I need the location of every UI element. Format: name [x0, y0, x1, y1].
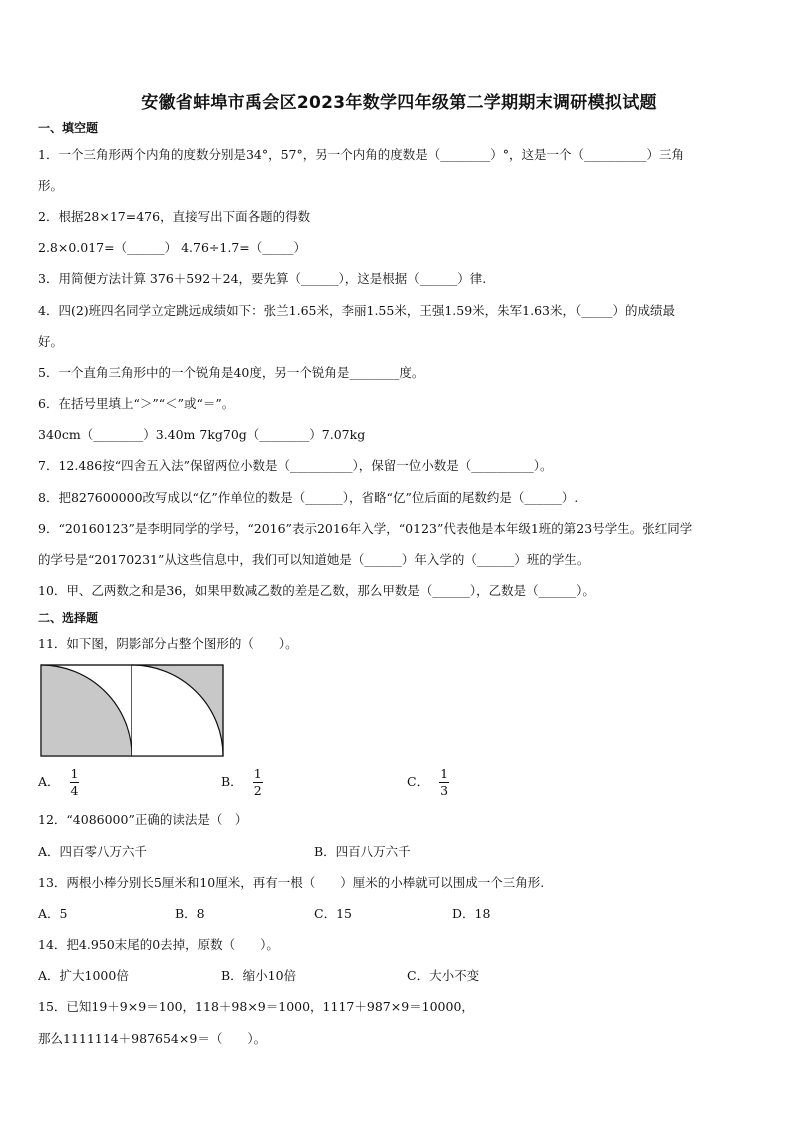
question-2-line-1: 2．根据28×17=476，直接写出下面各题的得数	[38, 209, 311, 224]
q13-option-b: B．8	[175, 906, 205, 921]
question-2-line-2: 2.8×0.017=（______） 4.76÷1.7=（_____）	[38, 240, 306, 255]
question-6-line-1: 6．在括号里填上“＞”“＜”或“＝”。	[38, 396, 235, 411]
q12-option-b: B．四百八万六千	[314, 844, 411, 859]
question-4-line-1: 4．四(2)班四名同学立定跳远成绩如下：张兰1.65米，李丽1.55米，王强1.59米，朱军1.63米，（_____）的成绩最	[38, 303, 675, 318]
denominator: 2	[253, 783, 262, 798]
q13-option-c: C．15	[314, 906, 352, 921]
question-8: 8．把827600000改写成以“亿”作单位的数是（______），省略“亿”位后面的尾数约是（______）.	[38, 490, 579, 505]
question-4-line-2: 好。	[38, 334, 64, 349]
numerator: 1	[70, 766, 79, 781]
question-5: 5．一个直角三角形中的一个锐角是40度，另一个锐角是________度。	[38, 365, 425, 380]
q11-option-a	[38, 766, 79, 799]
q13-option-d: D．18	[452, 906, 491, 921]
question-7: 7．12.486按“四舍五入法”保留两位小数是（__________），保留一位小数是（__________）。	[38, 458, 553, 473]
option-label: A．	[38, 774, 60, 789]
question-1-line-2: 形。	[38, 178, 64, 193]
denominator: 3	[440, 783, 449, 798]
question-15-line-2: 那么1111114＋987654×9＝（ ）。	[38, 1031, 267, 1046]
fraction	[253, 766, 263, 799]
q14-option-b: B．缩小10倍	[221, 968, 297, 983]
q13-option-a: A．5	[38, 906, 68, 921]
denominator: 4	[70, 783, 79, 798]
exam-title: 安徽省蚌埠市禹会区2023年数学四年级第二学期期末调研模拟试题	[141, 93, 657, 113]
question-9-line-2: 的学号是“20170231”从这些信息中，我们可以知道她是（______）年入学的（______）班的学生。	[38, 552, 590, 567]
fraction	[439, 766, 449, 799]
q11-option-b	[221, 766, 263, 799]
question-10: 10．甲、乙两数之和是36，如果甲数减乙数的差是乙数，那么甲数是（______），乙数是（______）。	[38, 583, 595, 598]
q12-option-a: A．四百零八万六千	[38, 844, 148, 859]
question-12: 12．“4086000”正确的读法是（ ）	[38, 812, 248, 827]
option-label: B．	[221, 774, 243, 789]
fraction	[70, 766, 80, 799]
option-label: C．	[407, 774, 430, 789]
question-9-line-1: 9．“20160123”是李明同学的学号，“2016”表示2016年入学，“0123”代表他是本年级1班的第23号学生。张红同学	[38, 521, 693, 536]
section-fill-blank-heading: 一、填空题	[38, 121, 99, 135]
q14-option-c: C．大小不变	[407, 968, 480, 983]
q14-option-a: A．扩大1000倍	[38, 968, 129, 983]
question-15-line-1: 15．已知19＋9×9＝100，118＋98×9＝1000，1117＋987×9＝10000，	[38, 999, 474, 1014]
question-1-line-1: 1．一个三角形两个内角的度数分别是34°，57°，另一个内角的度数是（________）°，这是一个（__________）三角	[38, 147, 685, 162]
question-11: 11．如下图，阴影部分占整个图形的（ ）。	[38, 636, 298, 651]
question-14: 14．把4.950末尾的0去掉，原数（ ）。	[38, 937, 279, 952]
question-13: 13．两根小棒分别长5厘米和10厘米，再有一根（ ）厘米的小棒就可以围成一个三角形.	[38, 875, 545, 890]
q11-option-c	[407, 766, 449, 799]
section-choice-heading: 二、选择题	[38, 611, 99, 625]
numerator: 1	[440, 766, 449, 781]
numerator: 1	[253, 766, 262, 781]
question-3: 3．用简便方法计算 376＋592＋24，要先算（______），这是根据（______）律.	[38, 271, 487, 286]
question-6-line-2: 340cm（________）3.40m 7kg70g（________）7.07kg	[38, 427, 366, 442]
question-11-figure	[40, 664, 226, 758]
